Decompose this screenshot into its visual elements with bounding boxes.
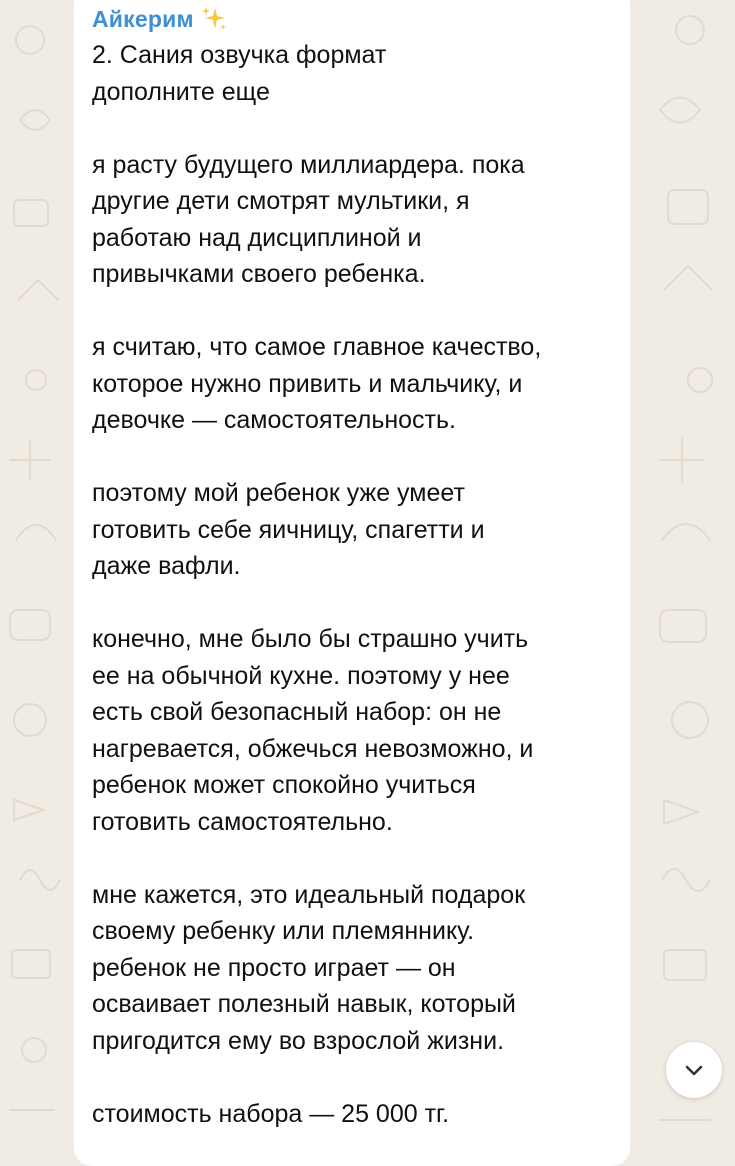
chevron-down-icon bbox=[682, 1058, 706, 1082]
message-text bbox=[92, 37, 622, 1132]
sender-name[interactable]: Айкерим bbox=[92, 5, 194, 32]
message-line-title: 2. Сания озвучка формат bbox=[92, 41, 387, 69]
message-paragraph: поэтому мой ребенок уже умеет готовить себе яичницу, спагетти и даже вафли. bbox=[92, 479, 485, 580]
message-paragraph: я считаю, что самое главное качество, которое нужно привить и мальчику, и девочке — самостоятельность. bbox=[92, 333, 542, 434]
scroll-to-bottom-button[interactable] bbox=[666, 1042, 722, 1098]
message-paragraph: конечно, мне было бы страшно учить ее на обычной кухне. поэтому у нее есть свой безопасный набор: он не нагревается, обжечься невозможно, и ребенок может спокойно учиться готовить самостоятельно. bbox=[92, 625, 534, 836]
message-paragraph: я расту будущего миллиардера. пока другие дети смотрят мультики, я работаю над дисциплиной и привычками своего ребенка. bbox=[92, 150, 525, 288]
sparkles-icon bbox=[200, 5, 228, 33]
message-paragraph: стоимость набора — 25 000 тг. bbox=[92, 1099, 450, 1128]
sender-row bbox=[92, 2, 228, 36]
message-paragraph: мне кажется, это идеальный подарок своему ребенку или племяннику. ребенок не просто играет — он осваивает полезный навык, который пригодится ему во взрослой жизни. bbox=[92, 880, 526, 1055]
message-paragraph: дополните еще bbox=[92, 77, 270, 106]
